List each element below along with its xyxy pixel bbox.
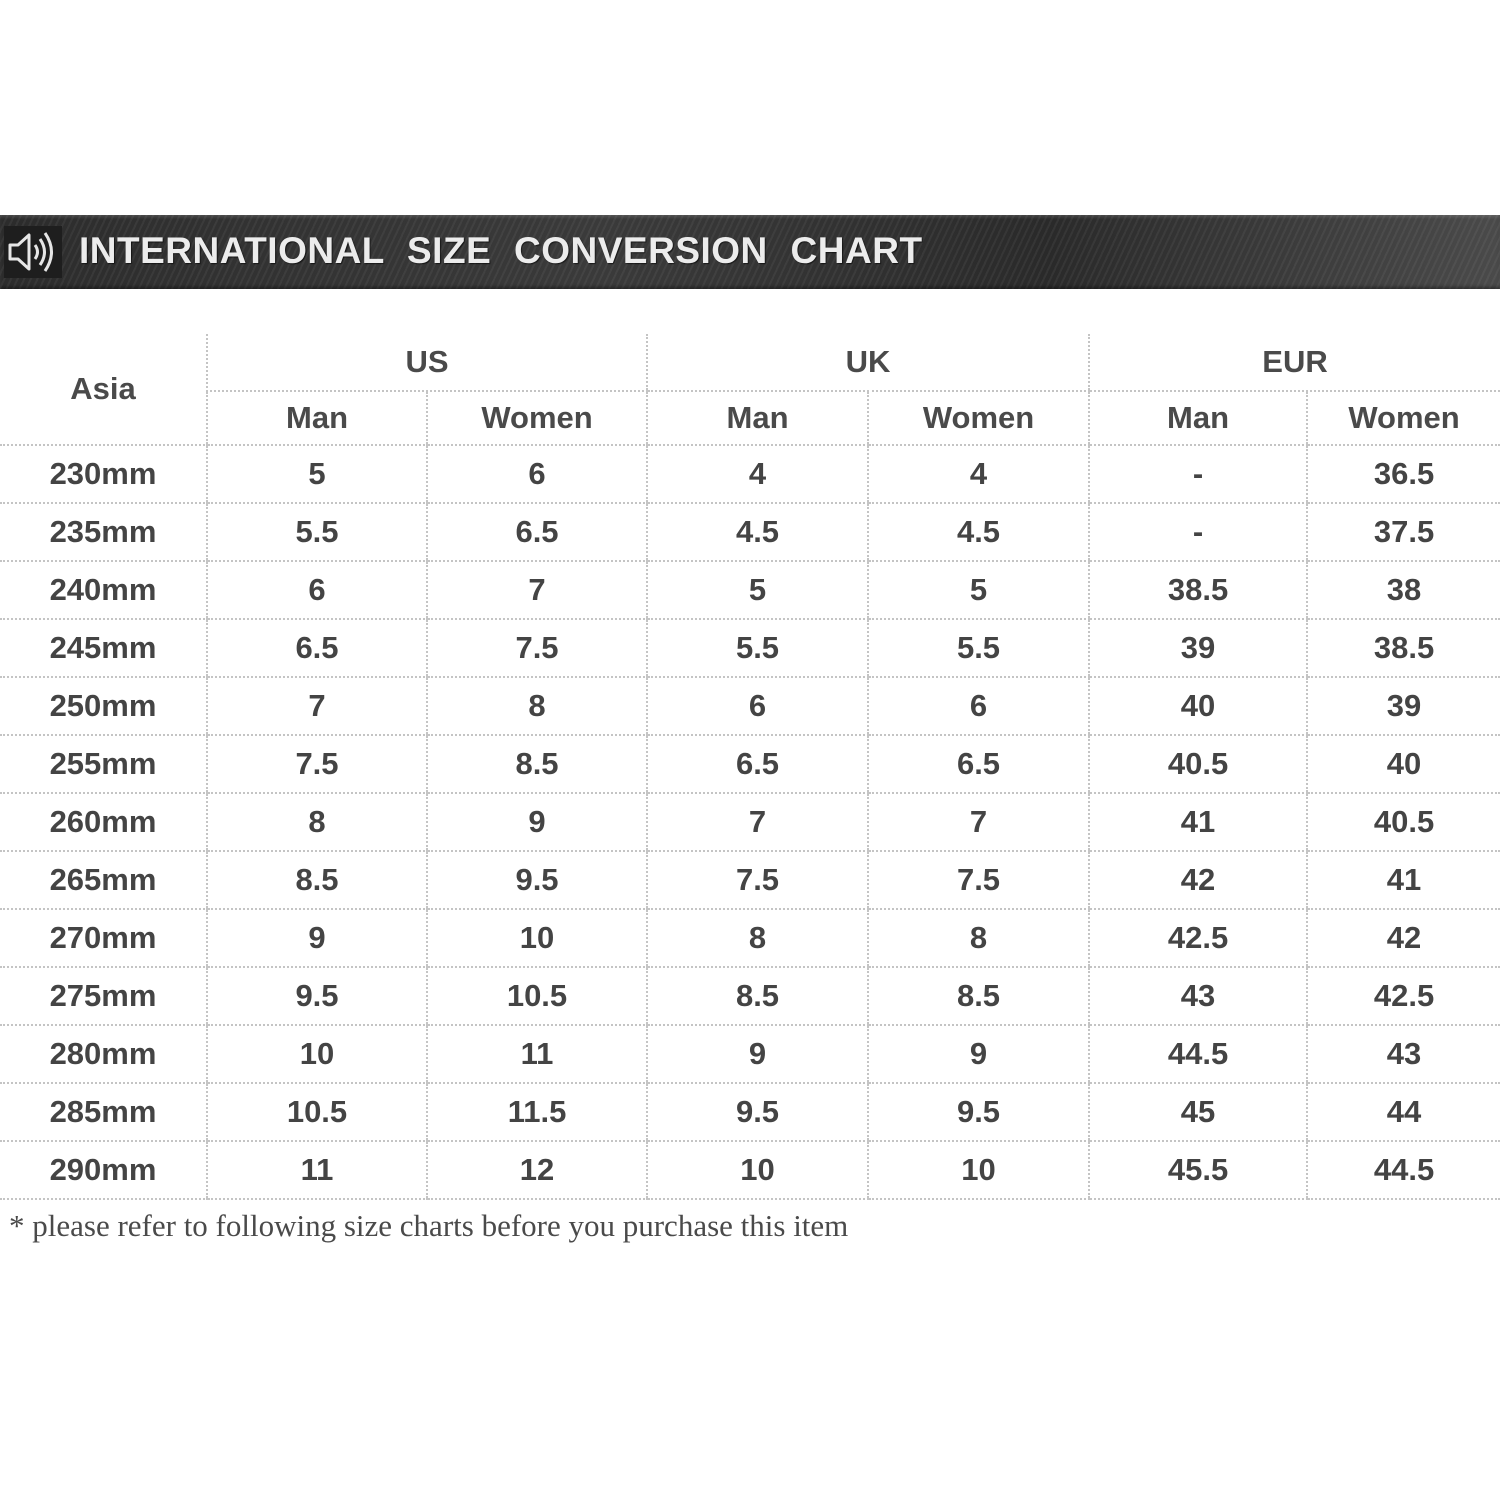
uk-women-cell: 8	[868, 909, 1089, 967]
uk-women-cell: 6	[868, 677, 1089, 735]
eur-group-header: EUR	[1089, 334, 1500, 391]
uk-women-cell: 7	[868, 793, 1089, 851]
eur-women-cell: 42	[1307, 909, 1500, 967]
us-women-cell: 11	[427, 1025, 647, 1083]
uk-women-cell: 7.5	[868, 851, 1089, 909]
us-man-cell: 7	[207, 677, 427, 735]
eur-man-header: Man	[1089, 391, 1307, 445]
eur-women-cell: 44.5	[1307, 1141, 1500, 1199]
us-women-cell: 10.5	[427, 967, 647, 1025]
eur-man-cell: 40.5	[1089, 735, 1307, 793]
us-women-cell: 6.5	[427, 503, 647, 561]
eur-women-cell: 42.5	[1307, 967, 1500, 1025]
asia-size-cell: 275mm	[0, 967, 207, 1025]
eur-women-cell: 40.5	[1307, 793, 1500, 851]
eur-women-cell: 40	[1307, 735, 1500, 793]
uk-man-cell: 6.5	[647, 735, 868, 793]
size-table-body	[0, 445, 1500, 1199]
uk-man-cell: 5	[647, 561, 868, 619]
eur-man-cell: 41	[1089, 793, 1307, 851]
us-man-cell: 10.5	[207, 1083, 427, 1141]
size-conversion-table	[0, 334, 1500, 1200]
eur-women-cell: 38	[1307, 561, 1500, 619]
us-man-cell: 7.5	[207, 735, 427, 793]
table-row	[0, 909, 1500, 967]
us-women-cell: 12	[427, 1141, 647, 1199]
eur-women-cell: 43	[1307, 1025, 1500, 1083]
eur-man-cell: 42.5	[1089, 909, 1307, 967]
uk-women-cell: 6.5	[868, 735, 1089, 793]
eur-man-cell: 45.5	[1089, 1141, 1307, 1199]
uk-women-cell: 4.5	[868, 503, 1089, 561]
uk-man-cell: 5.5	[647, 619, 868, 677]
us-man-cell: 5.5	[207, 503, 427, 561]
uk-women-cell: 8.5	[868, 967, 1089, 1025]
us-man-cell: 8	[207, 793, 427, 851]
eur-man-cell: -	[1089, 445, 1307, 503]
asia-size-cell: 270mm	[0, 909, 207, 967]
table-row	[0, 793, 1500, 851]
us-women-header: Women	[427, 391, 647, 445]
us-women-cell: 9	[427, 793, 647, 851]
uk-man-cell: 9.5	[647, 1083, 868, 1141]
asia-size-cell: 230mm	[0, 445, 207, 503]
uk-man-cell: 6	[647, 677, 868, 735]
uk-women-cell: 9	[868, 1025, 1089, 1083]
table-row	[0, 619, 1500, 677]
asia-size-cell: 260mm	[0, 793, 207, 851]
eur-women-cell: 44	[1307, 1083, 1500, 1141]
asia-size-cell: 255mm	[0, 735, 207, 793]
speaker-icon	[4, 226, 62, 278]
us-group-header: US	[207, 334, 647, 391]
asia-header: Asia	[0, 334, 207, 445]
us-man-cell: 9	[207, 909, 427, 967]
uk-group-header: UK	[647, 334, 1089, 391]
uk-man-cell: 9	[647, 1025, 868, 1083]
eur-man-cell: 40	[1089, 677, 1307, 735]
table-row	[0, 1083, 1500, 1141]
asia-size-cell: 290mm	[0, 1141, 207, 1199]
us-man-cell: 5	[207, 445, 427, 503]
uk-man-header: Man	[647, 391, 868, 445]
eur-man-cell: 43	[1089, 967, 1307, 1025]
us-man-cell: 10	[207, 1025, 427, 1083]
uk-women-cell: 5	[868, 561, 1089, 619]
table-row	[0, 561, 1500, 619]
asia-size-cell: 245mm	[0, 619, 207, 677]
uk-man-cell: 10	[647, 1141, 868, 1199]
us-women-cell: 7.5	[427, 619, 647, 677]
chart-banner	[0, 215, 1500, 289]
us-man-header: Man	[207, 391, 427, 445]
table-row	[0, 735, 1500, 793]
table-row	[0, 967, 1500, 1025]
uk-man-cell: 4	[647, 445, 868, 503]
group-header-row	[0, 334, 1500, 391]
us-women-cell: 8.5	[427, 735, 647, 793]
uk-man-cell: 7.5	[647, 851, 868, 909]
us-women-cell: 11.5	[427, 1083, 647, 1141]
table-row	[0, 1141, 1500, 1199]
us-women-cell: 9.5	[427, 851, 647, 909]
table-row	[0, 851, 1500, 909]
eur-women-cell: 41	[1307, 851, 1500, 909]
eur-man-cell: -	[1089, 503, 1307, 561]
sub-header-row	[0, 391, 1500, 445]
us-women-cell: 10	[427, 909, 647, 967]
eur-women-cell: 36.5	[1307, 445, 1500, 503]
asia-size-cell: 235mm	[0, 503, 207, 561]
uk-women-cell: 4	[868, 445, 1089, 503]
table-row	[0, 677, 1500, 735]
us-women-cell: 8	[427, 677, 647, 735]
eur-man-cell: 38.5	[1089, 561, 1307, 619]
uk-women-cell: 9.5	[868, 1083, 1089, 1141]
footnote: * please refer to following size charts before you purchase this item	[9, 1208, 849, 1243]
asia-size-cell: 240mm	[0, 561, 207, 619]
uk-man-cell: 8.5	[647, 967, 868, 1025]
us-man-cell: 8.5	[207, 851, 427, 909]
eur-man-cell: 42	[1089, 851, 1307, 909]
uk-man-cell: 8	[647, 909, 868, 967]
eur-man-cell: 44.5	[1089, 1025, 1307, 1083]
us-man-cell: 11	[207, 1141, 427, 1199]
eur-women-cell: 38.5	[1307, 619, 1500, 677]
asia-size-cell: 265mm	[0, 851, 207, 909]
us-women-cell: 7	[427, 561, 647, 619]
eur-women-cell: 39	[1307, 677, 1500, 735]
us-man-cell: 9.5	[207, 967, 427, 1025]
table-row	[0, 445, 1500, 503]
us-women-cell: 6	[427, 445, 647, 503]
size-table-container	[0, 334, 1500, 1200]
chart-title: INTERNATIONAL SIZE CONVERSION CHART	[79, 230, 923, 271]
table-row	[0, 503, 1500, 561]
table-row	[0, 1025, 1500, 1083]
asia-size-cell: 250mm	[0, 677, 207, 735]
us-man-cell: 6	[207, 561, 427, 619]
uk-women-cell: 10	[868, 1141, 1089, 1199]
eur-man-cell: 39	[1089, 619, 1307, 677]
asia-size-cell: 280mm	[0, 1025, 207, 1083]
uk-man-cell: 7	[647, 793, 868, 851]
eur-women-cell: 37.5	[1307, 503, 1500, 561]
uk-women-cell: 5.5	[868, 619, 1089, 677]
us-man-cell: 6.5	[207, 619, 427, 677]
asia-size-cell: 285mm	[0, 1083, 207, 1141]
uk-man-cell: 4.5	[647, 503, 868, 561]
uk-women-header: Women	[868, 391, 1089, 445]
eur-women-header: Women	[1307, 391, 1500, 445]
eur-man-cell: 45	[1089, 1083, 1307, 1141]
